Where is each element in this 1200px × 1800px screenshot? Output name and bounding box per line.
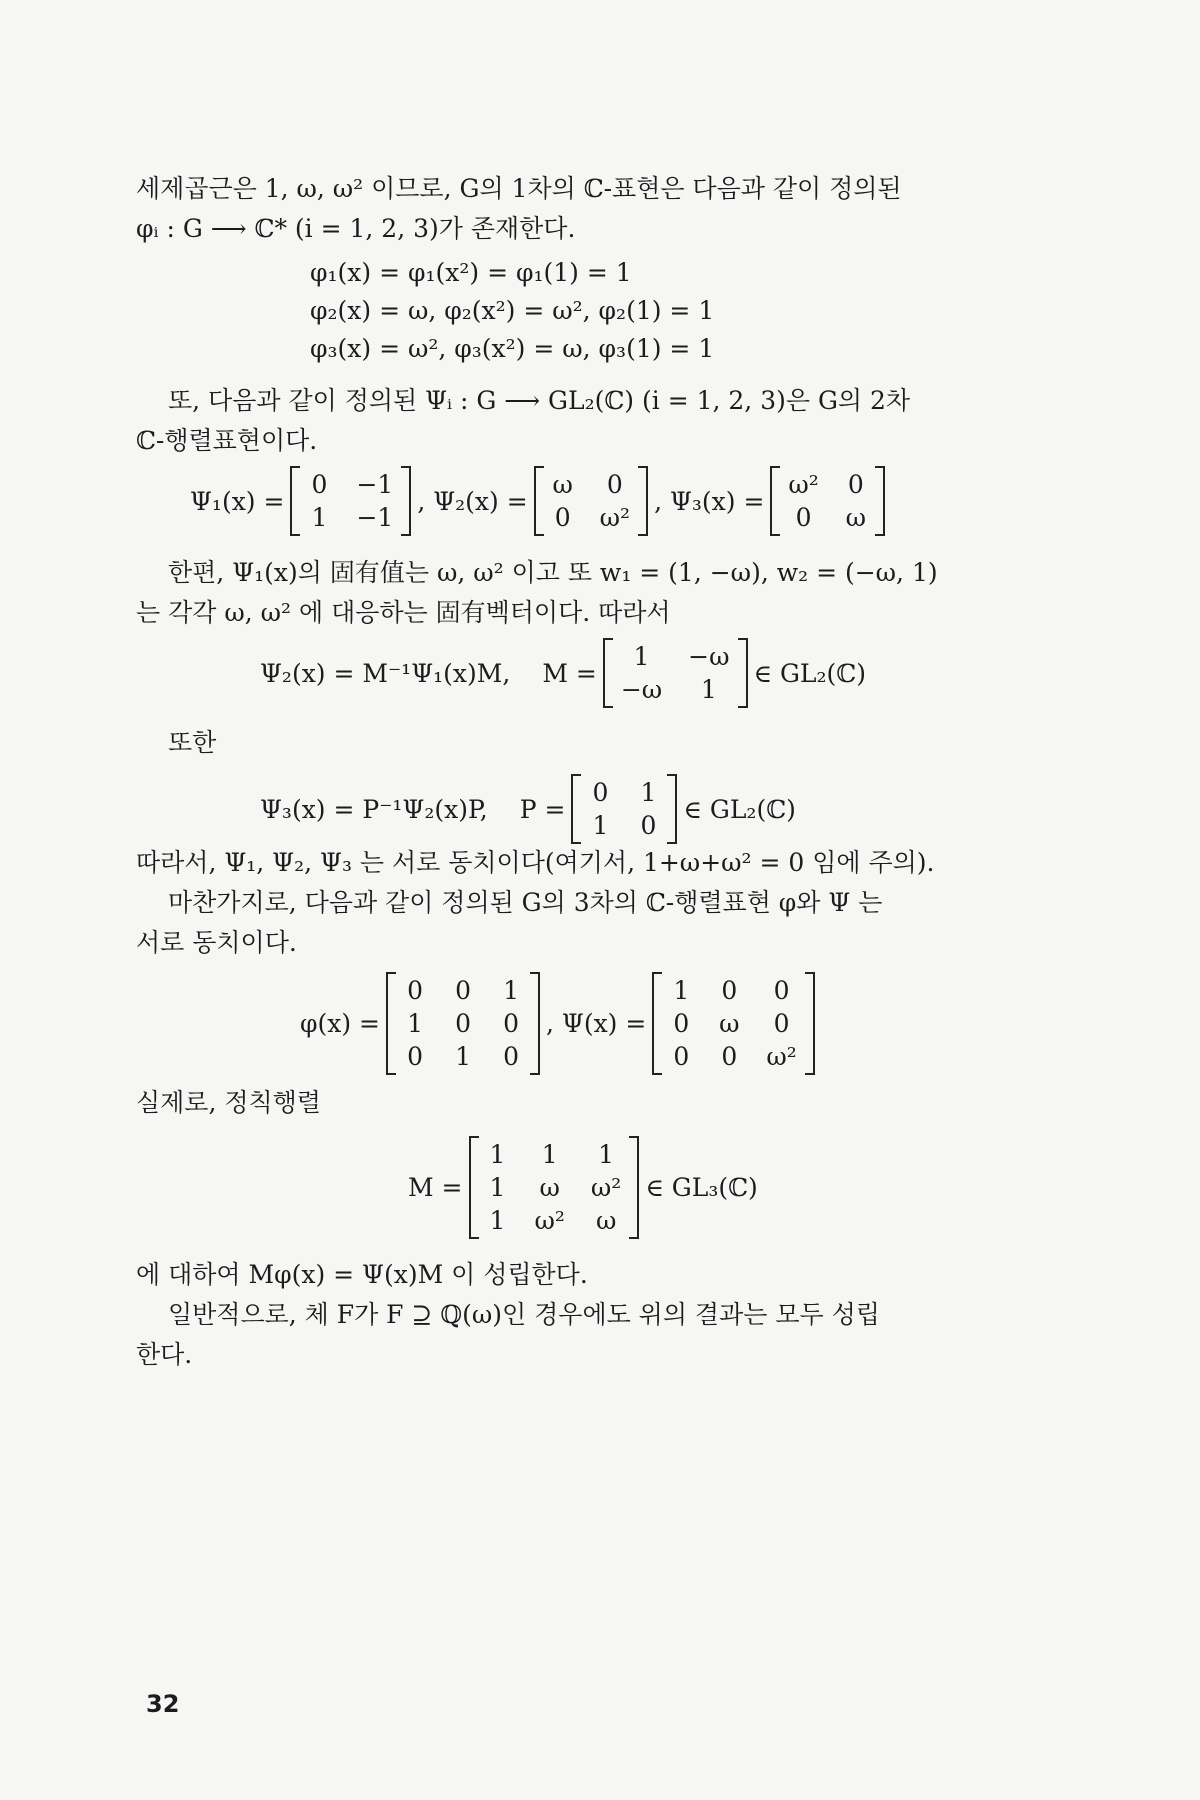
text-line: 실제로, 정칙행렬: [136, 1088, 321, 1117]
page-number: 32: [146, 1690, 180, 1718]
text-line: 또, 다음과 같이 정의된 Ψᵢ : G ⟶ GL₂(ℂ) (i = 1, 2, 3)은 G의 2차: [168, 386, 911, 415]
m-3x3-matrix: 1 1 1 1 ω ω² 1 ω² ω: [469, 1136, 640, 1239]
text-line: 일반적으로, 체 F가 F ⊇ ℚ(ω)인 경우에도 위의 결과는 모두 성립: [168, 1300, 880, 1329]
text-line: 서로 동치이다.: [136, 928, 297, 957]
psi1-matrix: 0 −1 1 −1: [290, 466, 411, 536]
psi2-matrix: ω 0 0 ω²: [534, 466, 648, 536]
p-matrix: 0 1 1 0: [571, 774, 677, 844]
equation-psi-matrices: [190, 466, 891, 536]
phi-3x3-matrix: 0 0 1 1 0 0 0 1 0: [386, 972, 540, 1075]
psi-3x3-matrix: 1 0 0 0 ω 0 0 0 ω²: [652, 972, 814, 1075]
equation-3x3-representations: φ(x) = 0 0 1 1 0 0 0 1 0 , Ψ(x) = 1 0 0 0 ω 0 0 0 ω²: [300, 972, 821, 1075]
equation-regular-matrix: M = 1 1 1 1 ω ω² 1 ω² ω ∈ GL₃(ℂ): [408, 1136, 758, 1239]
m-matrix: 1 −ω −ω 1: [603, 638, 748, 708]
equation-p-conjugation: Ψ₃(x) = P⁻¹Ψ₂(x)P, P = 0 1 1 0 ∈ GL₂(ℂ): [260, 774, 796, 844]
text-line: 마찬가지로, 다음과 같이 정의된 G의 3차의 ℂ-행렬표현 φ와 Ψ 는: [168, 888, 883, 917]
psi1-label: Ψ₁(x) =: [190, 486, 285, 516]
text-line: 따라서, Ψ₁, Ψ₂, Ψ₃ 는 서로 동치이다(여기서, 1+ω+ω² = 0 임에 주의).: [136, 848, 935, 877]
text-line: 또한: [168, 728, 217, 757]
psi3-label: , Ψ₃(x) =: [654, 486, 765, 516]
equation-phi1: φ₁(x) = φ₁(x²) = φ₁(1) = 1: [310, 258, 632, 287]
text-line: 는 각각 ω, ω² 에 대응하는 固有벡터이다. 따라서: [136, 598, 671, 627]
psi2-label: , Ψ₂(x) =: [417, 486, 528, 516]
text-line: ℂ-행렬표현이다.: [136, 426, 318, 455]
text-line: 한편, Ψ₁(x)의 固有值는 ω, ω² 이고 또 w₁ = (1, −ω), w₂ = (−ω, 1): [168, 558, 938, 587]
equation-m-conjugation: Ψ₂(x) = M⁻¹Ψ₁(x)M, M = 1 −ω −ω 1 ∈ GL₂(ℂ): [260, 638, 866, 708]
equation-phi2: φ₂(x) = ω, φ₂(x²) = ω², φ₂(1) = 1: [310, 296, 715, 325]
text-line: φᵢ : G ⟶ ℂ* (i = 1, 2, 3)가 존재한다.: [136, 214, 576, 243]
psi3-matrix: ω² 0 0 ω: [770, 466, 884, 536]
text-line: 에 대하여 Mφ(x) = Ψ(x)M 이 성립한다.: [136, 1260, 588, 1289]
text-line: 한다.: [136, 1340, 193, 1369]
text-line: 세제곱근은 1, ω, ω² 이므로, G의 1차의 ℂ-표현은 다음과 같이 정의된: [136, 174, 902, 203]
equation-phi3: φ₃(x) = ω², φ₃(x²) = ω, φ₃(1) = 1: [310, 334, 715, 363]
